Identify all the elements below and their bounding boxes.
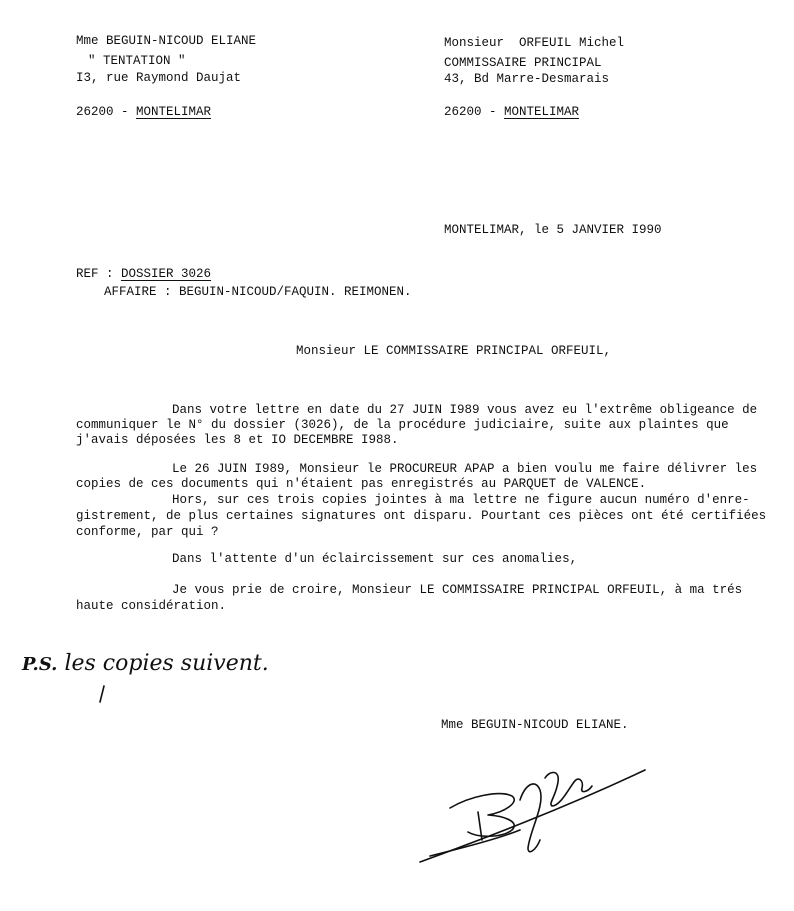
closing-name: Mme BEGUIN-NICOUD ELIANE. — [441, 718, 629, 732]
paragraph-3-line-2: gistrement, de plus certaines signatures ont disparu. Pourtant ces pièces ont été certifiées — [76, 509, 767, 523]
paragraph-2-line-2: copies de ces documents qui n'étaient pas enregistrés au PARQUET de VALENCE. — [76, 477, 647, 491]
sender-street: I3, rue Raymond Daujat — [76, 71, 242, 85]
sender-postcode: 26200 - — [76, 105, 129, 119]
recipient-title: COMMISSAIRE PRINCIPAL — [444, 56, 602, 70]
recipient-city: MONTELIMAR — [504, 105, 580, 119]
sender-city: MONTELIMAR — [136, 105, 212, 119]
paragraph-5-line-2: haute considération. — [76, 599, 227, 613]
paragraph-5-line-1: Je vous prie de croire, Monsieur LE COMMISSAIRE PRINCIPAL ORFEUIL, à ma trés — [172, 583, 743, 597]
sender-line2: " TENTATION " — [88, 54, 186, 68]
paragraph-3-line-1: Hors, sur ces trois copies jointes à ma lettre ne figure aucun numéro d'enre- — [172, 493, 750, 507]
recipient-street: 43, Bd Marre-Desmarais — [444, 72, 610, 86]
paragraph-1-line-2: communiquer le N° du dossier (3026), de la procédure judiciaire, suite aux plaintes que — [76, 418, 729, 432]
salutation: Monsieur LE COMMISSAIRE PRINCIPAL ORFEUIL, — [296, 344, 612, 358]
date-line: MONTELIMAR, le 5 JANVIER I990 — [444, 223, 662, 237]
paragraph-1-line-3: j'avais déposées les 8 et IO DECEMBRE I988. — [76, 433, 399, 447]
recipient-name: Monsieur ORFEUIL Michel — [444, 36, 625, 50]
ref-label: REF : — [76, 267, 114, 281]
postscript-label: P.S. — [22, 654, 58, 675]
paragraph-3-line-3: conforme, par qui ? — [76, 525, 219, 539]
affaire-line: AFFAIRE : BEGUIN-NICOUD/FAQUIN. REIMONEN. — [104, 285, 412, 299]
postscript-text: les copies suivent. — [64, 651, 269, 676]
ref-value: DOSSIER 3026 — [121, 267, 212, 281]
sender-name: Mme BEGUIN-NICOUD ELIANE — [76, 34, 257, 48]
recipient-postcode: 26200 - — [444, 105, 497, 119]
paragraph-1-line-1: Dans votre lettre en date du 27 JUIN I989 vous avez eu l'extrême obligeance de — [172, 403, 758, 417]
paragraph-4: Dans l'attente d'un éclaircissement sur ces anomalies, — [172, 552, 578, 566]
paragraph-2-line-1: Le 26 JUIN I989, Monsieur le PROCUREUR APAP a bien voulu me faire délivrer les — [172, 462, 758, 476]
